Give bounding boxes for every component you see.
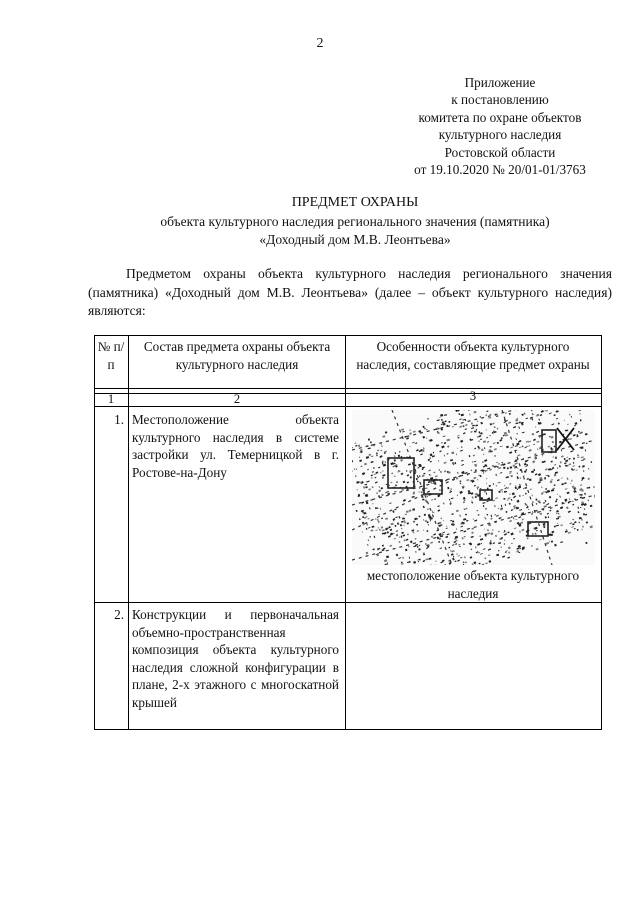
column-number-3: 3 [469, 389, 477, 403]
column-number-2: 2 [233, 392, 241, 406]
page-number: 2 [316, 36, 324, 51]
row-composition: Конструкции и первоначальная объемно-пространственная композиция объекта культурного наследия сложной конфигурации в плане, 2-х этажного с многоскатной крышей [132, 607, 339, 710]
row-number: 2. [114, 607, 124, 622]
header-composition: Состав предмета охраны объекта культурного наследия [143, 339, 331, 372]
header-number: № п/п [97, 339, 125, 372]
appendix-line: культурного наследия [438, 127, 562, 143]
row-features: местоположение объекта культурного наследия [366, 568, 580, 601]
table-border-top [94, 335, 602, 336]
appendix-line: Приложение [464, 75, 536, 90]
appendix-line: комитета по охране объектов [418, 109, 582, 125]
table-border-bottom [94, 729, 602, 730]
location-map-image [352, 410, 595, 565]
row-number: 1. [114, 412, 124, 427]
appendix-line: от 19.10.2020 № 20/01-01/3763 [414, 162, 586, 178]
table-col-divider-2 [345, 335, 346, 730]
subtitle-line: объекта культурного наследия регионального значения (памятника) [160, 214, 550, 229]
header-features: Особенности объекта культурного наследия, составляющие предмет охраны [356, 339, 590, 372]
table-col-divider-1 [128, 335, 129, 730]
table-border-left [94, 335, 95, 730]
appendix-line: к постановлению [451, 92, 549, 108]
row-composition: Местоположение объекта культурного наследия в системе застройки ул. Темерницкой в г. Ростове-на-Дону [132, 412, 339, 480]
intro-paragraph [88, 265, 612, 321]
intro-text: Предметом охраны объекта культурного наследия регионального значения (памятника) «Доходный дом М.В. Леонтьева» (далее – объект культурного наследия) являются: [88, 266, 612, 319]
subtitle-line: «Доходный дом М.В. Леонтьева» [259, 231, 451, 247]
appendix-line: Ростовской области [444, 144, 556, 160]
appendix-block [370, 74, 630, 178]
table-border-right [601, 335, 602, 730]
table-row1-bottom [94, 602, 602, 603]
document-subtitle [120, 213, 590, 248]
map-fragment [352, 410, 595, 565]
document-title: ПРЕДМЕТ ОХРАНЫ [291, 195, 419, 210]
column-number-1: 1 [107, 392, 115, 406]
